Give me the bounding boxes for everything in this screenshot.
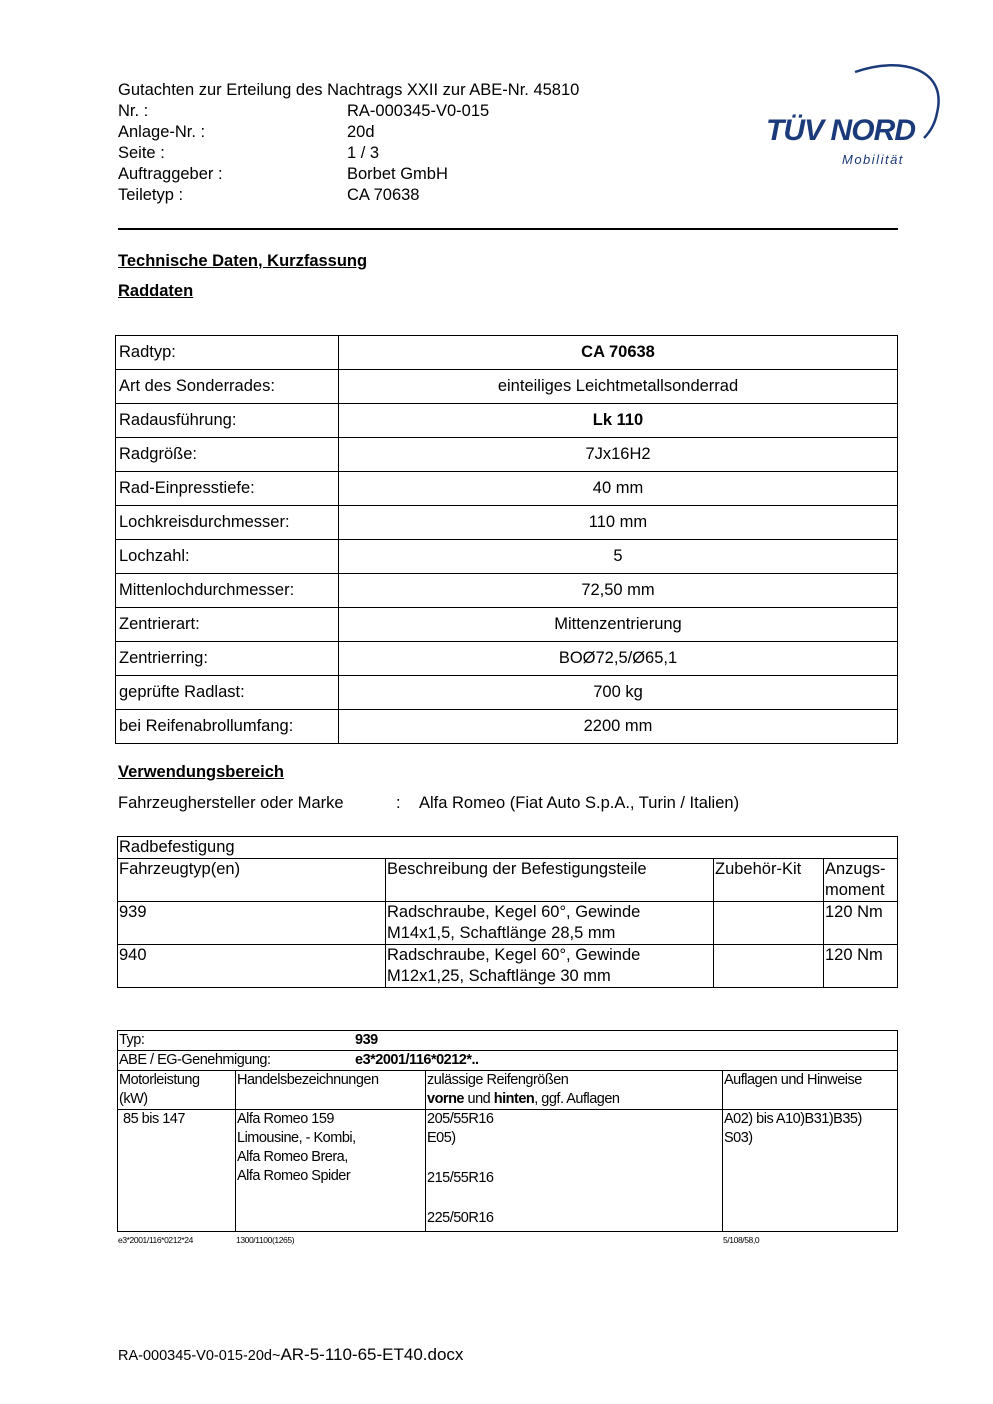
raddaten-value: 40 mm — [339, 472, 898, 506]
table-row — [116, 438, 898, 472]
table-row — [116, 574, 898, 608]
table-row — [116, 506, 898, 540]
heading-verwendungsbereich: Verwendungsbereich — [118, 763, 284, 781]
raddaten-value: 2200 mm — [339, 710, 898, 744]
heading-raddaten: Raddaten — [118, 282, 194, 300]
footer-filename: RA-000345-V0-015-20d~AR-5-110-65-ET40.docx — [118, 1345, 464, 1364]
raddaten-key: geprüfte Radlast: — [116, 676, 339, 710]
table-row — [116, 404, 898, 438]
raddaten-key: bei Reifenabrollumfang: — [116, 710, 339, 744]
raddaten-value: 5 — [339, 540, 898, 574]
table-row: 85 bis 147 Alfa Romeo 159 Limousine, - Kombi, Alfa Romeo Brera, Alfa Romeo Spider 205/55R16 E05) 215/55R16 225/50R16 A02) bis A10)B31)B35) S03) — [118, 1110, 898, 1232]
raddaten-key: Mittenlochdurchmesser: — [116, 574, 339, 608]
typ-row: Typ: 939 — [118, 1031, 898, 1051]
header-field-anlage: Anlage-Nr. : 20d — [118, 123, 375, 141]
befestigung-title: Radbefestigung — [118, 837, 898, 859]
logo-subtitle: Mobilität — [842, 152, 904, 167]
header-field-seite: Seite : 1 / 3 — [118, 144, 380, 162]
header-field-nr: Nr. : RA-000345-V0-015 — [118, 102, 490, 120]
maker-label: Fahrzeughersteller oder Marke — [118, 794, 344, 812]
befestigung-header-desc: Beschreibung der Befestigungsteile — [386, 859, 714, 902]
raddaten-value: CA 70638 — [339, 336, 898, 370]
befestigung-header-moment: Anzugs- moment — [824, 859, 898, 902]
table-row: 940 Radschraube, Kegel 60°, Gewinde M12x1,25, Schaftlänge 30 mm 120 Nm — [118, 945, 898, 988]
raddaten-value: 72,50 mm — [339, 574, 898, 608]
raddaten-key: Art des Sonderrades: — [116, 370, 339, 404]
raddaten-key: Rad-Einpresstiefe: — [116, 472, 339, 506]
tiny-ref-3: 5/108/58,0 — [723, 1235, 760, 1245]
raddaten-value: 110 mm — [339, 506, 898, 540]
maker-line — [118, 794, 740, 813]
raddaten-value: 700 kg — [339, 676, 898, 710]
header-field-teiletyp: Teiletyp : CA 70638 — [118, 186, 420, 204]
abe-value: e3*2001/116*0212*.. — [355, 1052, 479, 1068]
typ-value: 939 — [355, 1032, 378, 1048]
raddaten-value: Mittenzentrierung — [339, 608, 898, 642]
raddaten-key: Lochzahl: — [116, 540, 339, 574]
document-header — [118, 80, 738, 206]
table-row — [116, 710, 898, 744]
befestigung-header-kit: Zubehör-Kit — [714, 859, 824, 902]
raddaten-value: BOØ72,5/Ø65,1 — [339, 642, 898, 676]
table-row: 939 Radschraube, Kegel 60°, Gewinde M14x1,5, Schaftlänge 28,5 mm 120 Nm — [118, 902, 898, 945]
table-row — [116, 642, 898, 676]
befestigung-header-typ: Fahrzeugtyp(en) — [118, 859, 386, 902]
raddaten-key: Zentrierring: — [116, 642, 339, 676]
raddaten-value: 7Jx16H2 — [339, 438, 898, 472]
table-row — [116, 608, 898, 642]
typ-table — [117, 1030, 898, 1232]
typ-header-row: Motorleistung (kW) Handelsbezeichnungen zulässige Reifengrößen vorne und hinten, ggf. Auflagen Auflagen und Hinweise — [118, 1071, 898, 1110]
header-divider — [118, 228, 898, 230]
raddaten-key: Radtyp: — [116, 336, 339, 370]
table-row — [116, 336, 898, 370]
table-row — [116, 472, 898, 506]
raddaten-value: Lk 110 — [339, 404, 898, 438]
table-row — [116, 540, 898, 574]
raddaten-value: einteiliges Leichtmetallsonderrad — [339, 370, 898, 404]
befestigung-header-row — [118, 859, 898, 902]
radbefestigung-table — [117, 836, 898, 988]
raddaten-key: Lochkreisdurchmesser: — [116, 506, 339, 540]
tuv-nord-logo — [760, 58, 950, 178]
document-title: Gutachten zur Erteilung des Nachtrags XXII zur ABE-Nr. 45810 — [118, 81, 580, 99]
table-row — [116, 370, 898, 404]
abe-row: ABE / EG-Genehmigung: e3*2001/116*0212*.. — [118, 1051, 898, 1071]
maker-value: Alfa Romeo (Fiat Auto S.p.A., Turin / Italien) — [419, 794, 740, 812]
tiny-ref-2: 1300/1100(1265) — [236, 1235, 295, 1245]
maker-colon: : — [396, 794, 401, 812]
raddaten-table — [115, 335, 898, 744]
header-field-auftraggeber: Auftraggeber : Borbet GmbH — [118, 165, 448, 183]
raddaten-key: Zentrierart: — [116, 608, 339, 642]
table-row — [116, 676, 898, 710]
raddaten-key: Radgröße: — [116, 438, 339, 472]
raddaten-key: Radausführung: — [116, 404, 339, 438]
tiny-ref-1: e3*2001/116*0212*24 — [118, 1235, 193, 1245]
heading-technische-daten: Technische Daten, Kurzfassung — [118, 252, 368, 270]
logo-text: TÜV NORD — [766, 114, 914, 147]
